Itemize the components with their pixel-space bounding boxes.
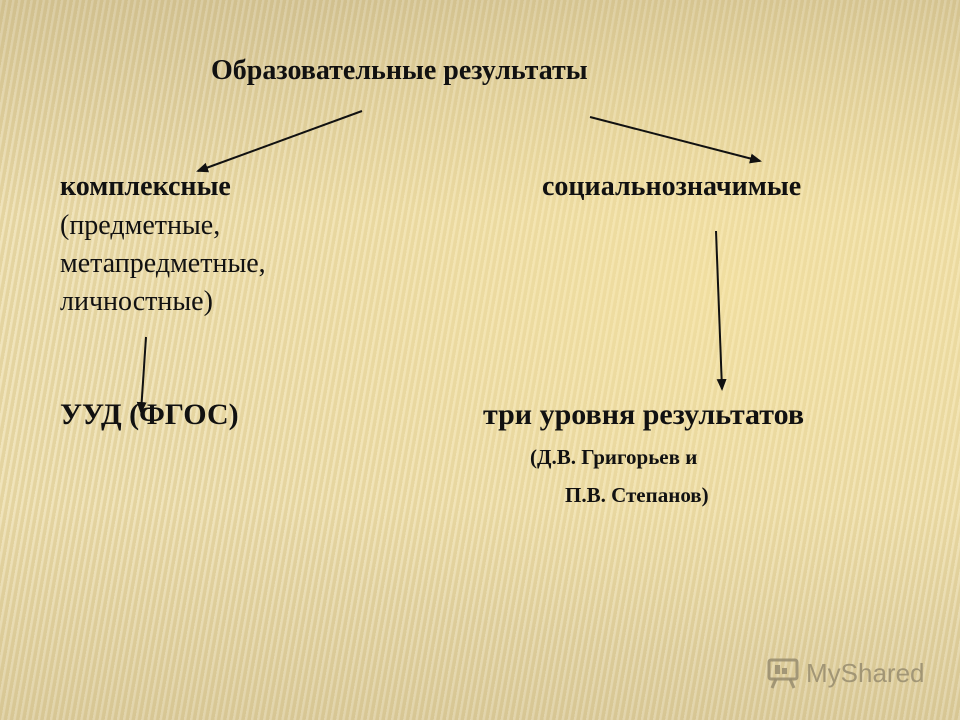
arrow-social-to-levels (716, 231, 722, 389)
watermark-text: MyShared (806, 657, 925, 688)
complex-results-heading: комплексные (60, 171, 231, 202)
subtype-line: личностные) (60, 286, 213, 317)
subtype-line: метапредметные, (60, 248, 266, 279)
arrow-title-to-social (590, 117, 760, 161)
authors-line-2: П.В. Степанов) (565, 483, 709, 507)
complex-results-subtypes (60, 207, 266, 321)
three-levels-label: три уровня результатов (483, 398, 805, 431)
slide-title: Образовательные результаты (211, 55, 588, 86)
myshared-watermark (766, 656, 925, 690)
presentation-board-icon (766, 656, 800, 690)
social-results-heading: социальнозначимые (542, 171, 802, 202)
uud-fgos-label: УУД (ФГОС) (60, 398, 239, 431)
subtype-line: (предметные, (60, 210, 221, 241)
authors-line-1: (Д.В. Григорьев и (530, 445, 698, 469)
arrow-title-to-complex (198, 111, 362, 171)
